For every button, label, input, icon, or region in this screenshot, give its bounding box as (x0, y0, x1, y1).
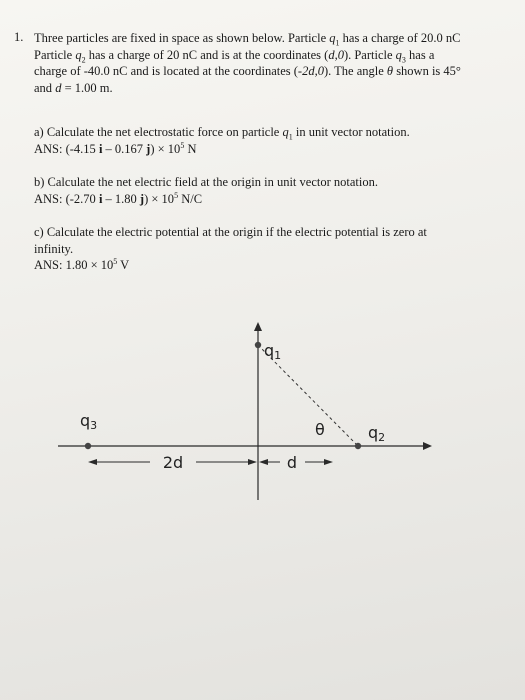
dist-2d-label: 2d (162, 453, 184, 472)
part-c-question-line2: infinity. (34, 241, 74, 256)
q3-point (85, 443, 91, 449)
part-b (34, 174, 520, 207)
dist-d-right-arrowhead (324, 459, 333, 465)
part-c-answer: ANS: $1.80 \times 10^5$ V (34, 256, 130, 272)
question-number: 1. (14, 30, 24, 44)
x-axis-arrowhead (423, 442, 432, 450)
q1-q2-dashed-line (258, 345, 358, 446)
q1-label: q1 (264, 341, 282, 362)
y-axis-arrowhead (254, 322, 262, 331)
q2-point (355, 443, 361, 449)
theta-label: θ (315, 420, 325, 439)
q3-label: q3 (80, 411, 98, 432)
q1-point (255, 342, 261, 348)
problem-statement: Three particles are fixed in space as shown below. Particle $q_1$ has a charge of 20.0 nC Particle $q_2$ has a charge of 20 nC and is at the coordinates (d,0). Particle $q_3$ has a charge of -40.0 nC and is located at the coordinates (-2d,0). The angle θ shown is 45° and d = 1.00 m. (34, 31, 461, 95)
q2-label: q2 (368, 423, 386, 444)
part-a (34, 124, 520, 157)
part-c-question-line1: c) Calculate the electric potential at the origin if the electric potential is zero at (34, 225, 427, 239)
part-a-question: a) Calculate the net electrostatic force on particle $q_1$ in unit vector notation. (34, 125, 410, 142)
part-b-question: b) Calculate the net electric field at the origin in unit vector notation. (34, 175, 378, 189)
part-b-answer: ANS: (-2.70 i – 1.80 $j) \times 10^5$ N/C (34, 190, 203, 206)
dist-2d-right-arrowhead (248, 459, 257, 465)
charge-diagram (0, 300, 525, 500)
part-a-answer: ANS: (-4.15 i – 0.167 $j) \times 10^5$ N (34, 140, 197, 156)
dist-d-label: d (286, 453, 298, 472)
part-c (34, 224, 520, 274)
